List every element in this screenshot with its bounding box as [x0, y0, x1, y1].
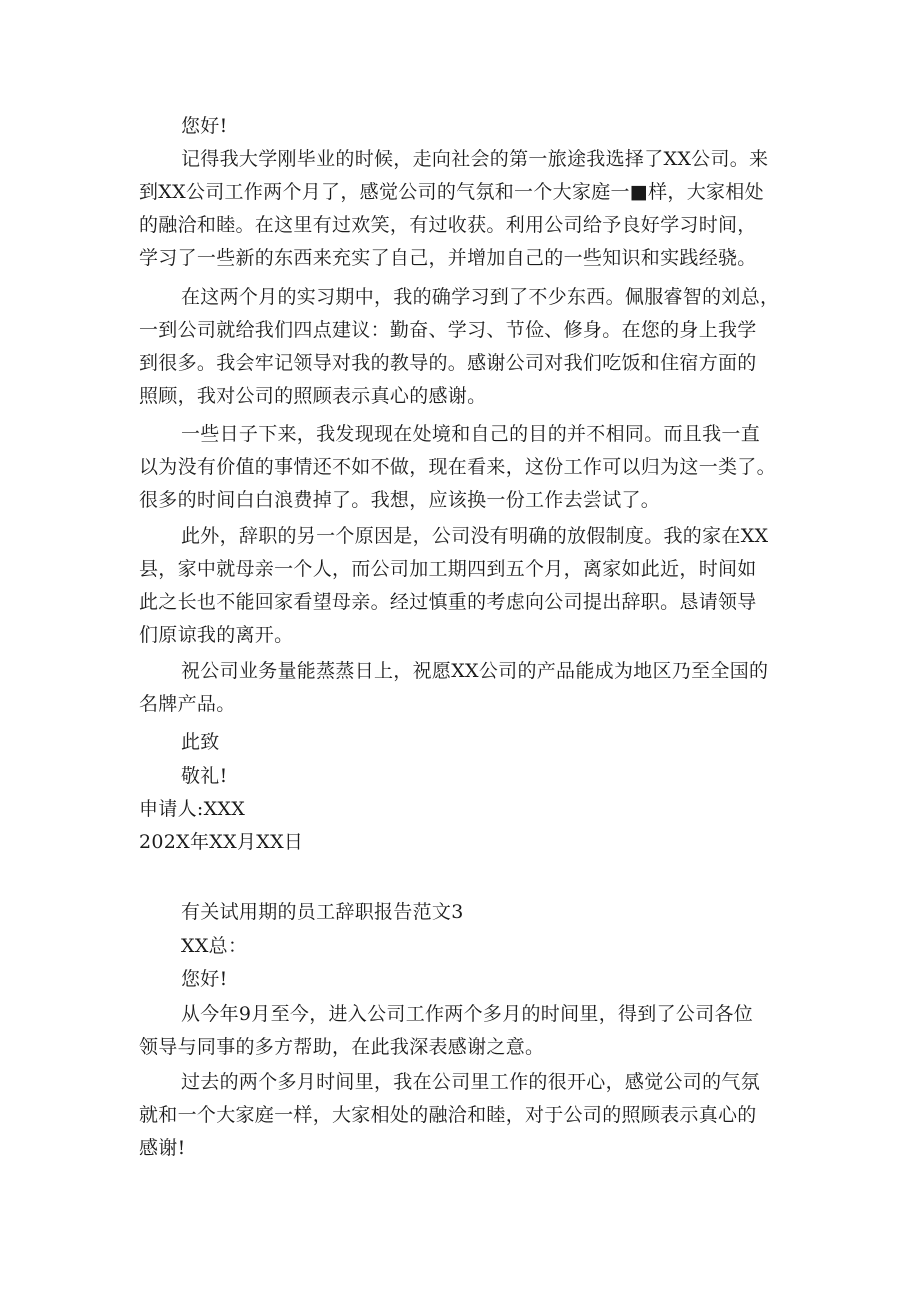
paragraph-line: 过去的两个多月时间里，我在公司里工作的很开心，感觉公司的气氛 [181, 1071, 761, 1093]
greeting: 您好! [181, 115, 228, 137]
closing-salutation: 此致 [181, 731, 220, 753]
paragraph-line: 很多的时间白白浪费掉了。我想，应该换一份工作去尝试了。 [139, 489, 661, 511]
paragraph-line: 名牌产品。 [139, 693, 236, 715]
paragraph-line: 一到公司就给我们四点建议：勤奋、学习、节俭、修身。在您的身上我学 [139, 319, 757, 341]
applicant-signature: 申请人:XXX [139, 798, 246, 820]
paragraph-line: 到很多。我会牢记领导对我的教导的。感谢公司对我们吃饭和住宿方面的 [139, 352, 757, 374]
paragraph-line: 领导与同事的多方帮助，在此我深表感谢之意。 [139, 1036, 545, 1058]
paragraph-line: 祝公司业务量能蒸蒸日上，祝愿XX公司的产品能成为地区乃至全国的 [181, 660, 769, 682]
paragraph-line: 就和一个大家庭一样，大家相处的融洽和睦，对于公司的照顾表示真心的 [139, 1104, 757, 1126]
paragraph-line: 照顾，我对公司的照顾表示真心的感谢。 [139, 385, 487, 407]
section-title: 有关试用期的员工辞职报告范文3 [181, 901, 464, 923]
greeting: 您好! [181, 968, 228, 990]
paragraph-line: 到XX公司工作两个月了，感觉公司的气氛和一个大家庭一■样，大家相处 [139, 181, 764, 203]
paragraph-line: 一些日子下来，我发现现在处境和自己的目的并不相同。而且我一直 [181, 423, 761, 445]
paragraph-line: 从今年9月至今，进入公司工作两个多月的时间里，得到了公司各位 [181, 1003, 754, 1025]
paragraph-line: 感谢! [139, 1137, 186, 1159]
paragraph-line: 此外，辞职的另一个原因是，公司没有明确的放假制度。我的家在XX [181, 525, 769, 547]
paragraph-line: 在这两个月的实习期中，我的确学习到了不少东西。佩服睿智的刘总， [181, 286, 780, 308]
paragraph-line: 此之长也不能回家看望母亲。经过慎重的考虑向公司提出辞职。恳请领导 [139, 591, 757, 613]
closing-regards: 敬礼! [181, 765, 228, 787]
addressee: XX总： [181, 935, 248, 957]
paragraph-line: 记得我大学刚毕业的时候，走向社会的第一旅途我选择了XX公司。来 [181, 148, 769, 170]
paragraph-line: 县，家中就母亲一个人，而公司加工期四到五个月，离家如此近，时间如 [139, 558, 757, 580]
paragraph-line: 以为没有价值的事情还不如不做，现在看来，这份工作可以归为这一类了。 [139, 456, 776, 478]
letter-date: 202X年XX月XX日 [139, 831, 304, 853]
paragraph-line: 们原谅我的离开。 [139, 624, 294, 646]
paragraph-line: 学习了一些新的东西来充实了自己，并增加自己的一些知识和实践经骁。 [139, 247, 757, 269]
paragraph-line: 的融洽和睦。在这里有过欢笑，有过收获。利用公司给予良好学习时间， [139, 214, 757, 236]
